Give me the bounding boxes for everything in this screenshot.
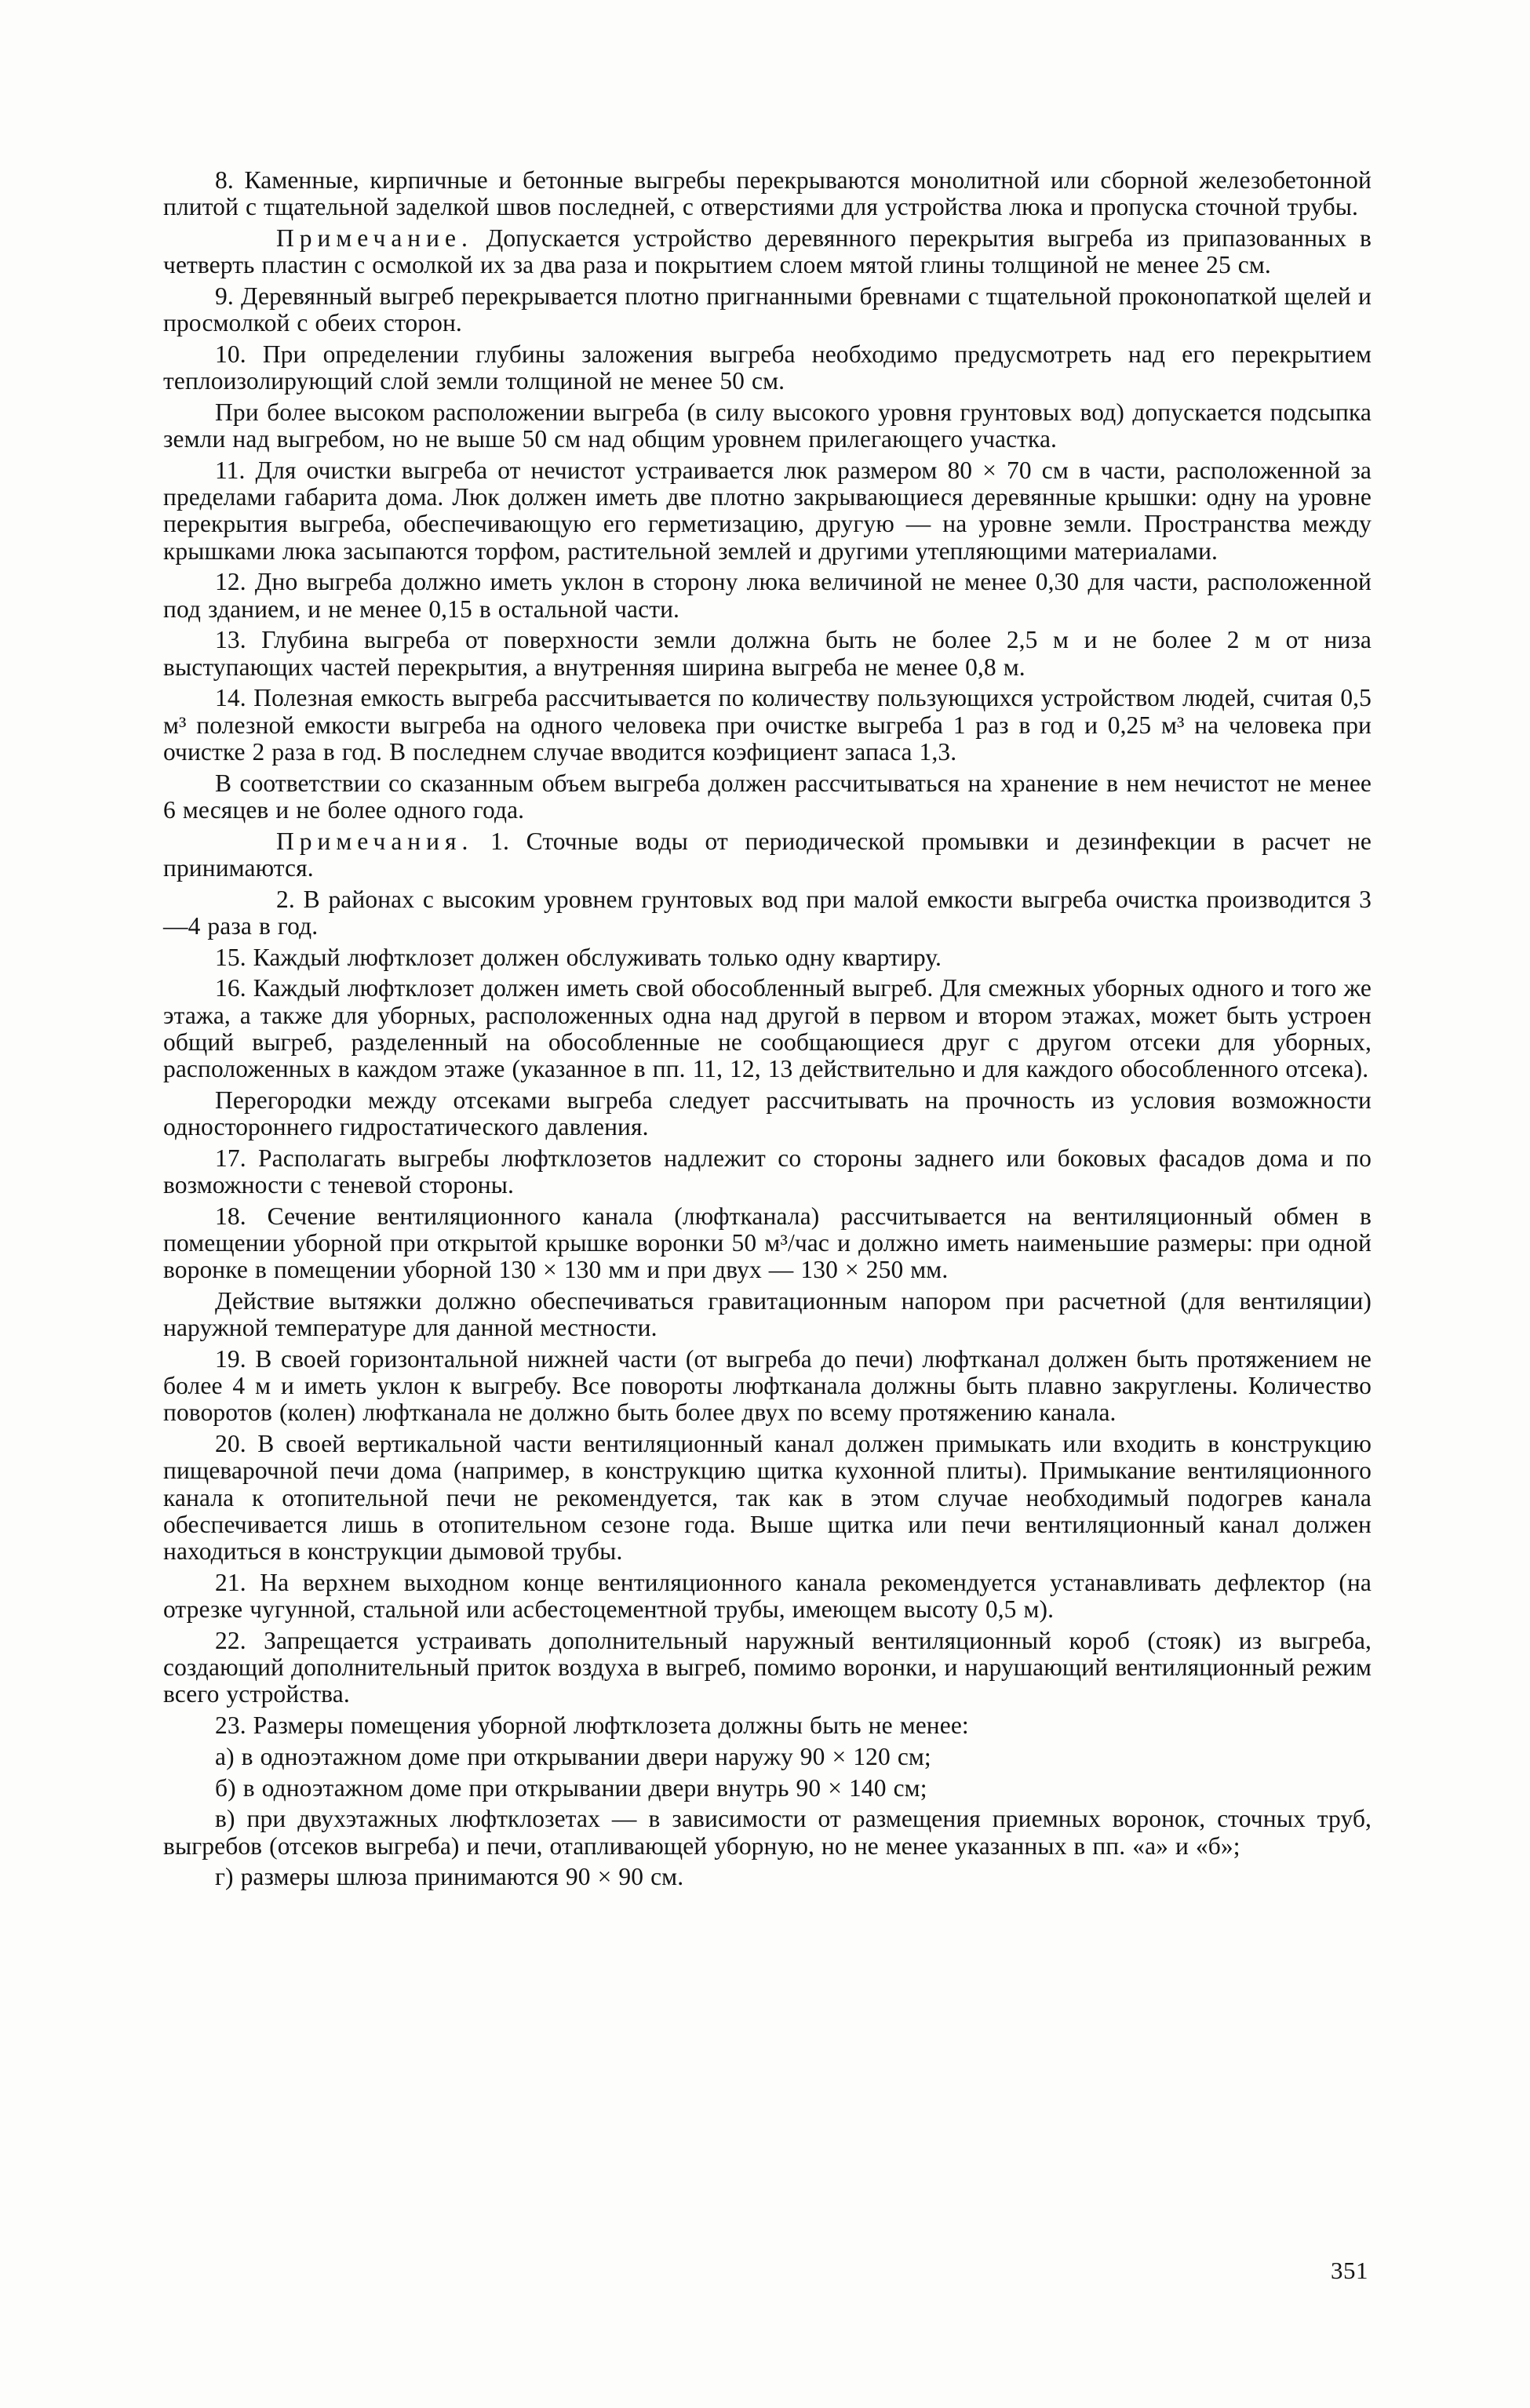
paragraph-14: 14. Полезная емкость выгреба рассчитывается по количеству пользующихся устройством людей, считая 0,5 м³ полезной емкости выгреба на одного человека при очистке выгреба 1 раз в год и 0,25 м³ на человека при очистке 2 раза в год. В последнем случае вводится коэфициент запаса 1,3. xyxy=(163,684,1372,766)
paragraph-21: 21. На верхнем выходном конце вентиляционного канала рекомендуется устанавливать дефлектор (на отрезке чугунной, стальной или асбестоцементной трубы, имеющем высоту 0,5 м). xyxy=(163,1568,1372,1624)
paragraph-20: 20. В своей вертикальной части вентиляционный канал должен примыкать или входить в конструкцию пищеварочной печи дома (например, в конструкцию щитка кухонной плиты). Примыкание вентиляционного канала к отопительной печи не рекомендуется, так как в этом случае необходимый подогрев канала обеспечивается лишь в отопительном сезоне года. Выше щитка или печи вентиляционный канал должен находиться в конструкции дымовой трубы. xyxy=(163,1430,1372,1566)
paragraph-19: 19. В своей горизонтальной нижней части (от выгреба до печи) люфтканал должен быть протяжением не более 4 м и иметь уклон к выгребу. Все повороты люфтканала должны быть плавно закруглены. Количество поворотов (колен) люфтканала не должно быть более двух по всему протяжению канала. xyxy=(163,1345,1372,1427)
paragraph-10: 10. При определении глубины заложения выгреба необходимо предусмотреть над его перекрытием теплоизолирующий слой земли толщиной не менее 50 см. xyxy=(163,340,1372,395)
paragraph-10-continuation: При более высоком расположении выгреба (в силу высокого уровня грунтовых вод) допускается подсыпка земли над выгребом, но не выше 50 см над общим уровнем прилегающего участка. xyxy=(163,398,1372,453)
paragraph-23: 23. Размеры помещения уборной люфтклозета должны быть не менее: xyxy=(215,1711,969,1740)
paragraph-13: 13. Глубина выгреба от поверхности земли должна быть не более 2,5 м и не более 2 м от низа выступающих частей перекрытия, а внутренняя ширина выгреба не менее 0,8 м. xyxy=(163,626,1372,681)
note-label: Примечание. xyxy=(276,224,473,252)
paragraph-9: 9. Деревянный выгреб перекрывается плотно пригнанными бревнами с тщательной проконопаткой щелей и просмолкой с обеих сторон. xyxy=(163,282,1372,337)
notes-label: Примечания. xyxy=(276,827,474,855)
paragraph-17: 17. Располагать выгребы люфтклозетов надлежит со стороны заднего или боковых фасадов дома и по возможности с теневой стороны. xyxy=(163,1144,1372,1199)
paragraph-8: 8. Каменные, кирпичные и бетонные выгребы перекрываются монолитной или сборной железобетонной плитой с тщательной заделкой швов последней, с отверстиями для устройства люка и пропуска сточной трубы. xyxy=(163,166,1372,221)
paragraph-22: 22. Запрещается устраивать дополнительный наружный вентиляционный короб (стояк) из выгреба, создающий дополнительный приток воздуха в выгреб, помимо воронки, и нарушающий вентиляционный режим всего устройства. xyxy=(163,1626,1372,1708)
list-item-a: а) в одноэтажном доме при открывании двери наружу 90 × 120 см; xyxy=(215,1742,931,1770)
paragraph-12: 12. Дно выгреба должно иметь уклон в сторону люка величиной не менее 0,30 для части, расположенной под зданием, и не менее 0,15 в остальной части. xyxy=(163,568,1372,623)
note-paragraph-8: Примечание. Допускается устройство деревянного перекрытия выгреба из припазованных в четверть пластин с осмолкой их за два раза и покрытием слоем мятой глины толщиной не менее 25 см. xyxy=(163,224,1372,279)
paragraph-14-continuation: В соответствии со сказанным объем выгреба должен рассчитываться на хранение в нем нечистот не менее 6 месяцев и не более одного года. xyxy=(163,769,1372,824)
notes-paragraph-14: Примечания. 1. Сточные воды от периодической промывки и дезинфекции в расчет не принимаются. xyxy=(163,827,1372,882)
paragraph-16: 16. Каждый люфтклозет должен иметь свой обособленный выгреб. Для смежных уборных одного и того же этажа, а также для уборных, расположенных одна над другой в первом и втором этажах, может быть устроен общий выгреб, разделенный на обособленные не сообщающиеся друг с другом отсеки для уборных, расположенных в каждом этаже (указанное в пп. 11, 12, 13 действительно и для каждого обособленного отсека). xyxy=(163,974,1372,1083)
list-item-g: г) размеры шлюза принимаются 90 × 90 см. xyxy=(215,1863,684,1891)
paragraph-11: 11. Для очистки выгреба от нечистот устраивается люк размером 80 × 70 см в части, расположенной за пределами габарита дома. Люк должен иметь две плотно закрывающиеся деревянные крышки: одну на уровне перекрытия выгреба, обеспечивающую его герметизацию, другую — на уровне земли. Пространства между крышками люка засыпаются торфом, растительной землей и другими утепляющими материалами. xyxy=(163,457,1372,565)
note-2-paragraph-14: 2. В районах с высоким уровнем грунтовых вод при малой емкости выгреба очистка производится 3—4 раза в год. xyxy=(163,885,1372,940)
paragraph-18: 18. Сечение вентиляционного канала (люфтканала) рассчитывается на вентиляционный обмен в помещении уборной при открытой крышке воронки 50 м³/час и должно иметь наименьшие размеры: при одной воронке в помещении уборной 130 × 130 мм и при двух — 130 × 250 мм. xyxy=(163,1202,1372,1284)
list-item-v: в) при двухэтажных люфтклозетах — в зависимости от размещения приемных воронок, сточных труб, выгребов (отсеков выгреба) и печи, отапливающей уборную, но не менее указанных в пп. «а» и «б»; xyxy=(163,1805,1372,1860)
list-item-b: б) в одноэтажном доме при открывании двери внутрь 90 × 140 см; xyxy=(215,1773,927,1802)
page-number: 351 xyxy=(1331,2257,1368,2284)
paragraph-15: 15. Каждый люфтклозет должен обслуживать только одну квартиру. xyxy=(215,943,942,971)
paragraph-16-continuation: Перегородки между отсеками выгреба следует рассчитывать на прочность из условия возможности одностороннего гидростатического давления. xyxy=(163,1086,1372,1141)
paragraph-18-continuation: Действие вытяжки должно обеспечиваться гравитационным напором при расчетной (для вентиляции) наружной температуре для данной местности. xyxy=(163,1287,1372,1342)
page-text-body xyxy=(163,167,1372,1895)
